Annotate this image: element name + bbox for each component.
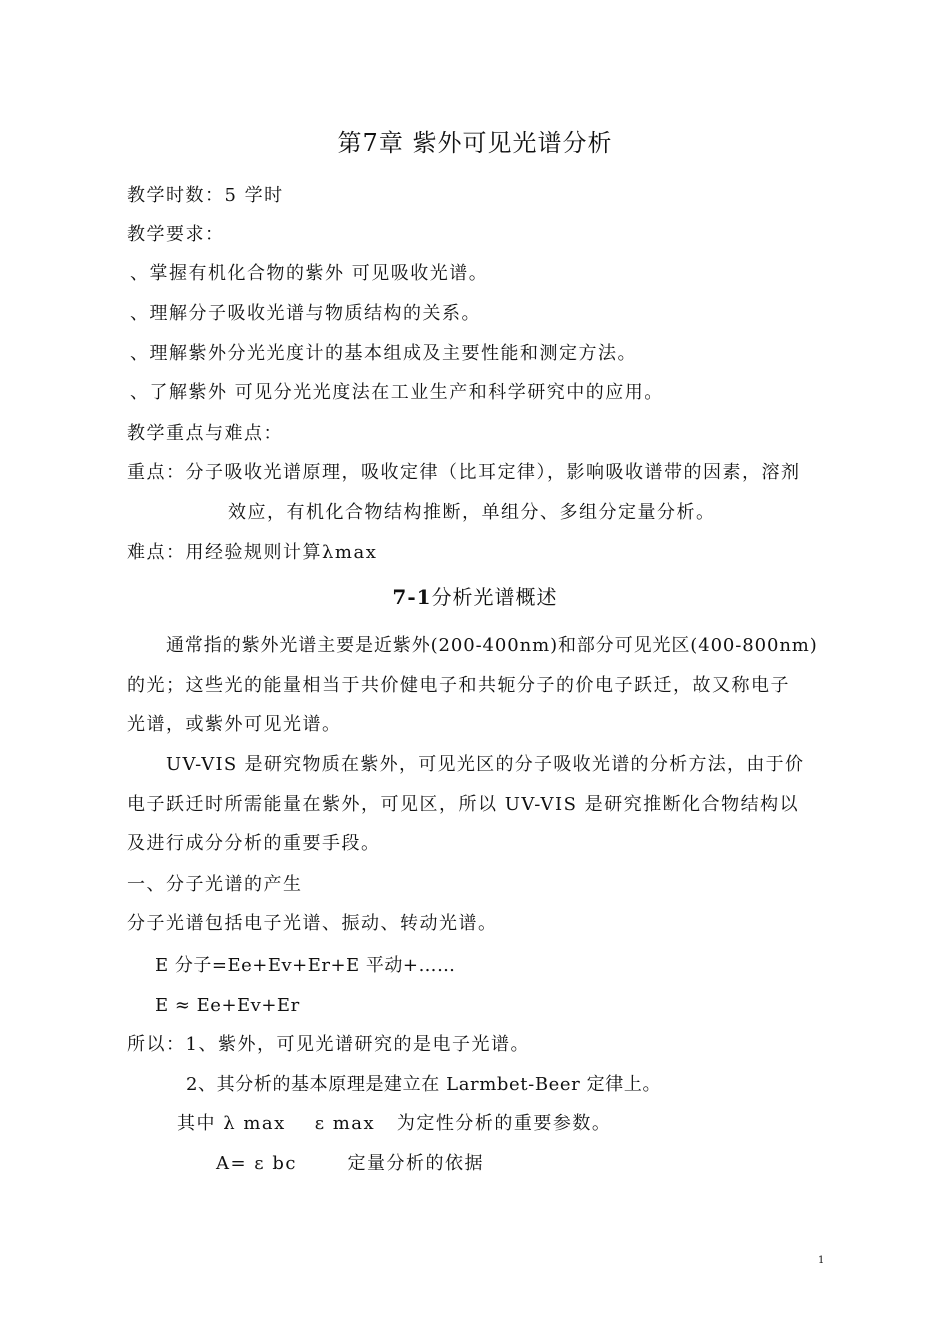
difficult-points: 难点：用经验规则计算λmax bbox=[127, 542, 378, 563]
requirement-item: 、掌握有机化合物的紫外 可见吸收光谱。 bbox=[130, 263, 489, 284]
chapter-title: 第7章 紫外可见光谱分析 bbox=[337, 129, 613, 157]
requirement-item: 、理解紫外分光光度计的基本组成及主要性能和测定方法。 bbox=[130, 343, 637, 364]
equation: E ≈ Ee+Ev+Er bbox=[155, 995, 300, 1016]
paragraph-line: 及进行成分分析的重要手段。 bbox=[127, 833, 381, 854]
teaching-hours: 教学时数：5 学时 bbox=[127, 185, 284, 206]
section-number: 7-1 bbox=[392, 585, 432, 609]
conclusion-line: 所以：1、紫外，可见光谱研究的是电子光谱。 bbox=[127, 1034, 530, 1055]
page-number: 1 bbox=[818, 1255, 825, 1266]
paragraph-line: 光谱，或紫外可见光谱。 bbox=[127, 714, 342, 735]
paragraph-line: 电子跃迁时所需能量在紫外，可见区，所以 UV-VIS 是研究推断化合物结构以 bbox=[127, 794, 800, 815]
section-name: 分析光谱概述 bbox=[431, 585, 558, 609]
parameters-line: 其中 λ max ε max 为定性分析的重要参数。 bbox=[177, 1113, 612, 1134]
requirement-item: 、了解紫外 可见分光光度法在工业生产和科学研究中的应用。 bbox=[130, 382, 664, 403]
intro-line: 分子光谱包括电子光谱、振动、转动光谱。 bbox=[127, 913, 498, 934]
paragraph-line: 的光；这些光的能量相当于共价健电子和共轭分子的价电子跃迁，故又称电子 bbox=[127, 675, 790, 696]
requirement-item: 、理解分子吸收光谱与物质结构的关系。 bbox=[130, 303, 481, 324]
paragraph-line: 通常指的紫外光谱主要是近紫外(200-400nm)和部分可见光区(400-800nm) bbox=[166, 635, 818, 656]
conclusion-line: 2、其分析的基本原理是建立在 Larmbet-Beer 定律上。 bbox=[186, 1074, 662, 1095]
formula-line: A= ε bc 定量分析的依据 bbox=[216, 1153, 485, 1174]
key-points-line: 重点：分子吸收光谱原理，吸收定律（比耳定律），影响吸收谱带的因素，溶剂 bbox=[127, 462, 801, 483]
key-points-heading: 教学重点与难点： bbox=[127, 423, 283, 444]
subheading: 一、分子光谱的产生 bbox=[127, 874, 303, 895]
key-points-line: 效应，有机化合物结构推断，单组分、多组分定量分析。 bbox=[228, 502, 716, 523]
paragraph-line: UV-VIS 是研究物质在紫外，可见光区的分子吸收光谱的分析方法，由于价 bbox=[166, 754, 805, 775]
equation: E 分子=Ee+Ev+Er+E 平动+…… bbox=[155, 955, 456, 976]
requirements-heading: 教学要求： bbox=[127, 224, 225, 245]
section-title bbox=[0, 583, 950, 611]
